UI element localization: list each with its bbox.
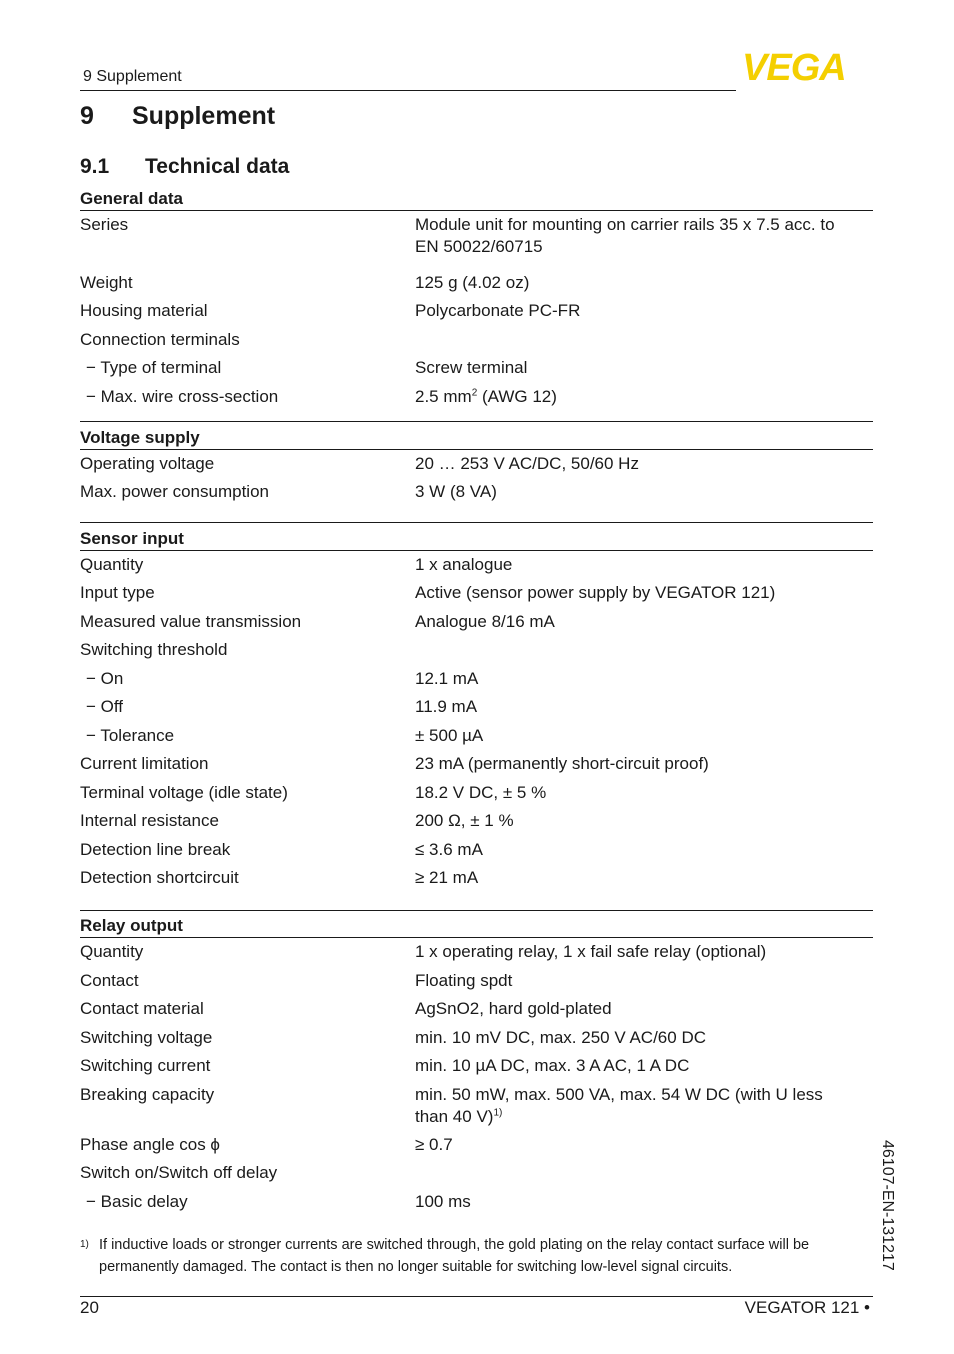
relay-output-section <box>80 914 873 1219</box>
table-row: Internal resistance 200 Ω, ± 1 % <box>80 811 514 830</box>
header-rule <box>80 90 736 91</box>
section-title: General data <box>80 189 183 208</box>
section-title: Relay output <box>80 916 183 935</box>
section-end-rule <box>80 522 873 523</box>
table-row: − On 12.1 mA <box>86 669 479 688</box>
general-data-section <box>80 187 873 415</box>
table-row: Switching voltage min. 10 mV DC, max. 250 V AC/60 DC <box>80 1028 706 1047</box>
table-row: Switch on/Switch off delay <box>80 1163 278 1182</box>
table-row: − Off 11.9 mA <box>86 697 478 716</box>
table-row: Weight 125 g (4.02 oz) <box>80 273 530 292</box>
sensor-input-section <box>80 527 873 895</box>
table-row: − Type of terminal Screw terminal <box>86 358 528 377</box>
table-row: Contact material AgSnO2, hard gold-plated <box>80 999 612 1018</box>
table-row: − Max. wire cross-section 2.5 $mm^2$ (AWG 12) <box>86 387 557 406</box>
table-row: Measured value transmission Analogue 8/16 mA <box>80 612 555 631</box>
table-row: Series Module unit for mounting on carrier rails 35 x 7.5 acc. to EN 50022/60715 <box>80 215 835 256</box>
table-row: Switching threshold <box>80 640 228 659</box>
table-row: Max. power consumption 3 W (8 VA) <box>80 482 497 501</box>
section-end-rule <box>80 421 873 422</box>
table-row: Quantity 1 x analogue <box>80 555 513 574</box>
table-row: Housing material Polycarbonate PC-FR <box>80 301 581 320</box>
table-row: Quantity 1 x operating relay, 1 x fail safe relay (optional) <box>80 942 767 961</box>
product-name: VEGATOR 121 • <box>744 1298 870 1317</box>
table-row: Detection shortcircuit ≥ 21 mA <box>80 868 479 887</box>
table-row: Input type Active (sensor power supply by VEGATOR 121) <box>80 583 776 602</box>
table-row: Switching current min. 10 µA DC, max. 3 A AC, 1 A DC <box>80 1056 690 1075</box>
section-title: Sensor input <box>80 529 184 548</box>
table-row: Phase angle cos ϕ ≥ 0.7 <box>80 1135 453 1154</box>
section-rule <box>80 210 873 211</box>
table-row: Current limitation 23 mA (permanently short-circuit proof) <box>80 754 709 773</box>
section-rule <box>80 449 873 450</box>
voltage-supply-section <box>80 426 873 509</box>
table-row: − Basic delay 100 ms <box>86 1192 471 1211</box>
table-row: Operating voltage 20 … 253 V AC/DC, 50/60 Hz <box>80 454 639 473</box>
chapter-heading: 9 Supplement <box>80 102 276 130</box>
document-code: 46107-EN-131217 <box>879 1140 896 1271</box>
table-row: Contact Floating spdt <box>80 971 513 990</box>
section-rule <box>80 550 873 551</box>
table-row: Detection line break ≤ 3.6 mA <box>80 840 483 859</box>
vega-logo: VEGA <box>742 47 846 89</box>
running-head: 9 Supplement <box>83 68 182 85</box>
table-row: Connection terminals <box>80 330 240 349</box>
table-row: Breaking capacity min. 50 mW, max. 500 VA, max. 54 W DC (with U less than 40 V)$^{1)}$ <box>80 1085 823 1126</box>
footer-rule <box>80 1296 873 1297</box>
section-rule <box>80 937 873 938</box>
table-row: Terminal voltage (idle state) 18.2 V DC, ± 5 % <box>80 783 547 802</box>
page-number: 20 <box>80 1298 99 1317</box>
footnote: 1) If inductive loads or stronger currents are switched through, the gold plating on the relay contact surface will be permanently damaged. The contact is then no longer suitable for switching low-level signal circuits. <box>80 1237 810 1275</box>
section-heading: 9.1 Technical data <box>80 155 290 178</box>
table-row: − Tolerance ± 500 µA <box>86 726 484 745</box>
section-end-rule <box>80 910 873 911</box>
section-title: Voltage supply <box>80 428 200 447</box>
